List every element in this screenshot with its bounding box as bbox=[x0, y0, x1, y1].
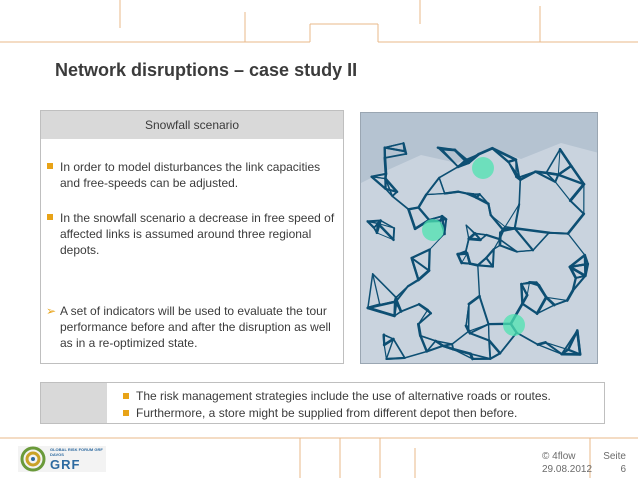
logo-small-text: GLOBAL RISK FORUM GRF DAVOS bbox=[50, 447, 103, 457]
grf-spiral-icon bbox=[20, 446, 46, 472]
scenario-panel bbox=[40, 110, 344, 364]
copyright: © 4flow bbox=[542, 451, 576, 462]
page-number: 6 bbox=[620, 464, 626, 475]
square-bullet-icon bbox=[123, 410, 129, 416]
footer-left-meta bbox=[542, 450, 592, 476]
road-link bbox=[493, 249, 494, 266]
strategy-box bbox=[40, 382, 605, 424]
network-map bbox=[360, 112, 598, 364]
footer-right-meta bbox=[600, 450, 626, 476]
road-link bbox=[441, 149, 455, 150]
panel-bullet-2: In the snowfall scenario a decrease in free speed of affected links is assumed around three regional depots. bbox=[47, 210, 339, 258]
road-link bbox=[549, 233, 568, 234]
strategy-box-tab bbox=[41, 383, 107, 423]
road-link bbox=[489, 324, 490, 340]
road-link bbox=[458, 253, 467, 254]
square-bullet-icon bbox=[123, 393, 129, 399]
road-link bbox=[519, 180, 520, 204]
square-bullet-icon bbox=[47, 214, 53, 220]
road-link bbox=[429, 250, 430, 271]
road-link bbox=[386, 358, 404, 359]
depot-marker bbox=[503, 314, 525, 336]
road-link bbox=[418, 324, 420, 336]
road-network-map bbox=[361, 113, 598, 364]
road-link bbox=[384, 335, 385, 345]
strategy-bullet-1: The risk management strategies include the use of alternative roads or routes. bbox=[123, 388, 551, 404]
page-title: Network disruptions – case study II bbox=[55, 60, 358, 80]
depot-marker bbox=[472, 157, 494, 179]
depot-marker bbox=[422, 219, 444, 241]
logo-text: GRF bbox=[50, 457, 81, 472]
top-decoration bbox=[0, 0, 638, 50]
panel-arrow-bullet: ➢ A set of indicators will be used to evaluate the tour performance before and after the disruption as well as in a re-optimized state. bbox=[46, 304, 331, 350]
strategy-bullet-2: Furthermore, a store might be supplied from different depot then before. bbox=[123, 405, 517, 421]
road-link bbox=[478, 265, 493, 266]
arrow-bullet-icon: ➢ bbox=[46, 304, 57, 318]
panel-header: Snowfall scenario bbox=[41, 111, 343, 139]
footer-date: 29.08.2012 bbox=[542, 464, 593, 475]
square-bullet-icon bbox=[47, 163, 53, 169]
road-link bbox=[394, 228, 395, 240]
road-link bbox=[469, 239, 481, 240]
grf-logo bbox=[18, 446, 106, 472]
page-label: Seite bbox=[603, 451, 626, 462]
panel-bullet-1: In order to model disturbances the link capacities and free-speeds can be adjusted. bbox=[47, 159, 339, 191]
